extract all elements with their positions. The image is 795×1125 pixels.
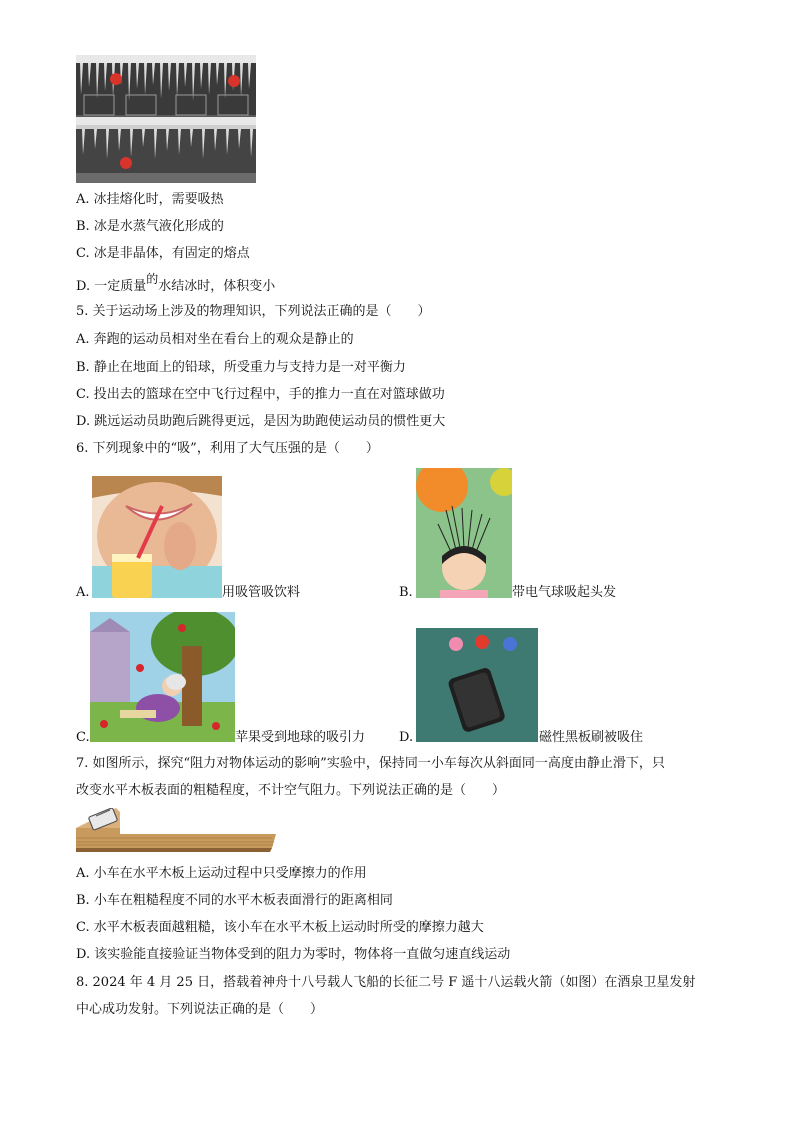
q4-option-d-text-start: D. 一定质量	[76, 279, 147, 294]
q4-option-a: A. 冰挂熔化时，需要吸热	[76, 192, 224, 207]
q7-option-d: D. 该实验能直接验证当物体受到的阻力为零时，物体将一直做匀速直线运动	[76, 947, 511, 962]
q6-stem: 6. 下列现象中的“吸”，利用了大气压强的是（ ）	[76, 441, 379, 456]
q6-option-a-letter: A.	[76, 585, 90, 600]
q5-option-a: A. 奔跑的运动员相对坐在看台上的观众是静止的	[76, 332, 354, 347]
straw-drink-photo	[92, 476, 222, 598]
q7-stem-line-1: 7. 如图所示，探究“阻力对物体运动的影响”实验中，保持同一小车每次从斜面同一高度由静止滑下，只	[76, 756, 665, 771]
q4-option-d-superscript: 的	[146, 272, 159, 286]
q4-option-c: C. 冰是非晶体，有固定的熔点	[76, 246, 250, 261]
newton-apple-illustration	[90, 612, 235, 742]
q4-option-d-text-end: 水结冰时，体积变小	[158, 279, 276, 294]
icicle-building-photo	[76, 55, 256, 183]
q4-option-b: B. 冰是水蒸气液化形成的	[76, 219, 224, 234]
q6-option-c-letter: C.	[76, 730, 90, 745]
q6-option-d-text: 磁性黑板刷被吸住	[539, 730, 644, 745]
q6-option-a-text: 用吸管吸饮料	[222, 585, 301, 600]
q8-stem-line-1: 8. 2024 年 4 月 25 日，搭载着神舟十八号载人飞船的长征二号 F 遥十八运载火箭（如图）在酒泉卫星发射	[76, 975, 696, 990]
incline-cart-diagram	[76, 808, 276, 856]
q7-option-c: C. 水平木板表面越粗糙，该小车在水平木板上运动时所受的摩擦力越大	[76, 920, 484, 935]
q5-option-d: D. 跳远运动员助跑后跳得更远，是因为助跑使运动员的惯性更大	[76, 414, 446, 429]
q4-option-d	[76, 272, 276, 296]
q8-stem-line-2: 中心成功发射。下列说法正确的是（ ）	[76, 1002, 324, 1017]
q5-option-b: B. 静止在地面上的铅球，所受重力与支持力是一对平衡力	[76, 360, 406, 375]
q7-option-a: A. 小车在水平木板上运动过程中只受摩擦力的作用	[76, 866, 367, 881]
q7-option-b: B. 小车在粗糙程度不同的水平木板表面滑行的距离相同	[76, 893, 393, 908]
q5-option-c: C. 投出去的篮球在空中飞行过程中，手的推力一直在对篮球做功	[76, 387, 445, 402]
q5-stem: 5. 关于运动场上涉及的物理知识，下列说法正确的是（ ）	[76, 304, 431, 319]
magnetic-eraser-photo	[416, 628, 538, 742]
q7-stem-line-2: 改变水平木板表面的粗糙程度，不计空气阻力。下列说法正确的是（ ）	[76, 783, 506, 798]
q6-option-b-text: 带电气球吸起头发	[512, 585, 617, 600]
q6-option-d-letter: D.	[399, 730, 414, 745]
balloon-hair-photo	[416, 468, 512, 598]
q6-option-c-text: 苹果受到地球的吸引力	[235, 730, 366, 745]
q6-option-b-letter: B.	[399, 585, 413, 600]
